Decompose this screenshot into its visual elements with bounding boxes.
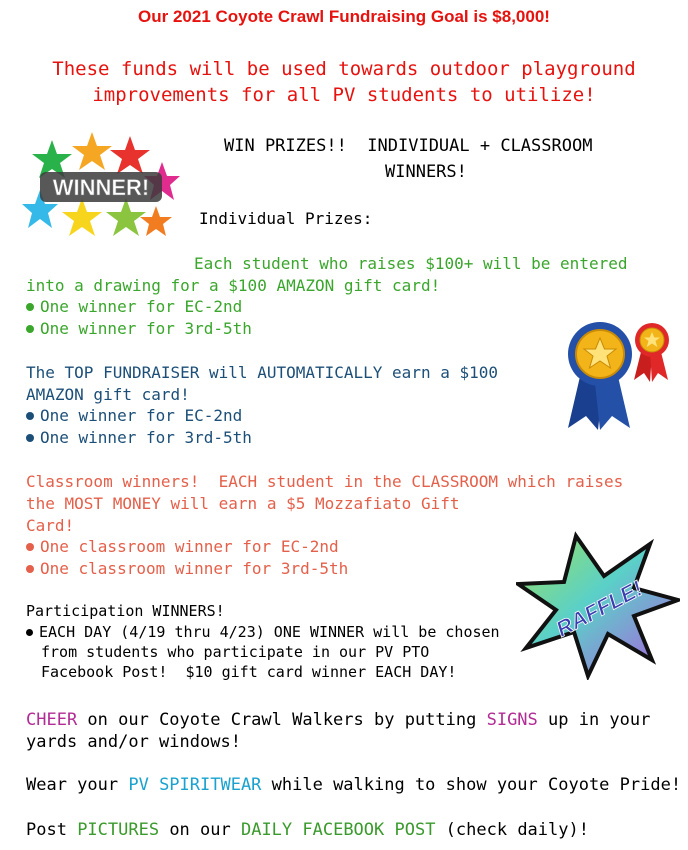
raffle-burst-image bbox=[516, 530, 680, 680]
prizes-headline-line-1: WIN PRIZES!! INDIVIDUAL + CLASSROOM bbox=[224, 136, 593, 156]
list-item-text: One classroom winner for EC-2nd bbox=[40, 537, 339, 556]
funds-line-2: improvements for all PV students to utilize! bbox=[92, 84, 596, 106]
drawing-line-1: Each student who raises $100+ will be entered bbox=[194, 254, 628, 273]
list-item bbox=[26, 536, 339, 558]
small-ribbon-icon bbox=[634, 323, 669, 382]
bullet-icon bbox=[26, 325, 34, 333]
funds-line-1: These funds will be used towards outdoor playground bbox=[52, 58, 636, 80]
spiritwear-line bbox=[26, 774, 681, 796]
individual-prizes-title: Individual Prizes: bbox=[199, 209, 373, 228]
bullet-icon bbox=[26, 303, 34, 311]
goal-heading: Our 2021 Coyote Crawl Fundraising Goal is $8,000! bbox=[138, 7, 550, 26]
top-fundraiser-line-2: AMAZON gift card! bbox=[26, 385, 190, 404]
list-item bbox=[26, 296, 242, 318]
list-item bbox=[26, 405, 242, 427]
drawing-line-2: into a drawing for a $100 AMAZON gift card! bbox=[26, 276, 441, 295]
signs-keyword: SIGNS bbox=[486, 710, 538, 730]
list-item-text: One winner for 3rd-5th bbox=[40, 428, 252, 447]
pictures-text-2: on our bbox=[159, 820, 241, 840]
list-item-text: One classroom winner for 3rd-5th bbox=[40, 559, 349, 578]
bullet-icon bbox=[26, 412, 34, 420]
list-item-text: One winner for 3rd-5th bbox=[40, 319, 252, 338]
list-item bbox=[26, 558, 348, 580]
participation-title: Participation WINNERS! bbox=[26, 602, 225, 620]
bullet-icon bbox=[26, 629, 33, 636]
cheer-line-1 bbox=[26, 709, 650, 731]
participation-line-3: Facebook Post! $10 gift card winner EACH DAY! bbox=[41, 663, 457, 681]
classroom-line-1: Classroom winners! EACH student in the CLASSROOM which raises bbox=[26, 472, 624, 491]
pictures-text-3: (check daily)! bbox=[435, 820, 589, 840]
cheer-text-2: up in your bbox=[537, 710, 651, 730]
cheer-text-1: on our Coyote Crawl Walkers by putting bbox=[77, 710, 487, 730]
list-item-text: One winner for EC-2nd bbox=[40, 297, 243, 316]
list-item-text: One winner for EC-2nd bbox=[40, 406, 243, 425]
list-item bbox=[26, 621, 500, 643]
pictures-text-1: Post bbox=[26, 820, 78, 840]
pictures-line bbox=[26, 819, 589, 841]
spiritwear-keyword: PV SPIRITWEAR bbox=[128, 775, 262, 795]
participation-line-1: EACH DAY (4/19 thru 4/23) ONE WINNER will be chosen bbox=[39, 623, 500, 641]
prizes-headline-line-2: WINNERS! bbox=[385, 162, 467, 182]
list-item bbox=[26, 318, 252, 340]
raffle-badge-text: RAFFLE! bbox=[551, 575, 647, 642]
facebook-post-keyword: DAILY FACEBOOK POST bbox=[240, 820, 436, 840]
bullet-icon bbox=[26, 543, 34, 551]
winner-burst-image bbox=[22, 132, 182, 242]
classroom-line-2: the MOST MONEY will earn a $5 Mozzafiato Gift bbox=[26, 494, 460, 513]
spiritwear-text-2: while walking to show your Coyote Pride! bbox=[261, 775, 682, 795]
top-fundraiser-line-1: The TOP FUNDRAISER will AUTOMATICALLY earn a $100 bbox=[26, 363, 499, 382]
pictures-keyword: PICTURES bbox=[77, 820, 160, 840]
cheer-keyword: CHEER bbox=[26, 710, 78, 730]
participation-line-2: from students who participate in our PV PTO bbox=[41, 643, 430, 661]
spiritwear-text-1: Wear your bbox=[26, 775, 129, 795]
ribbon-award-image bbox=[560, 318, 680, 438]
winner-badge-text: WINNER! bbox=[52, 175, 150, 200]
bullet-icon bbox=[26, 434, 34, 442]
large-ribbon-icon bbox=[568, 322, 632, 430]
bullet-icon bbox=[26, 565, 34, 573]
cheer-line-2: yards and/or windows! bbox=[26, 732, 241, 752]
classroom-line-3: Card! bbox=[26, 516, 75, 535]
list-item bbox=[26, 427, 252, 449]
